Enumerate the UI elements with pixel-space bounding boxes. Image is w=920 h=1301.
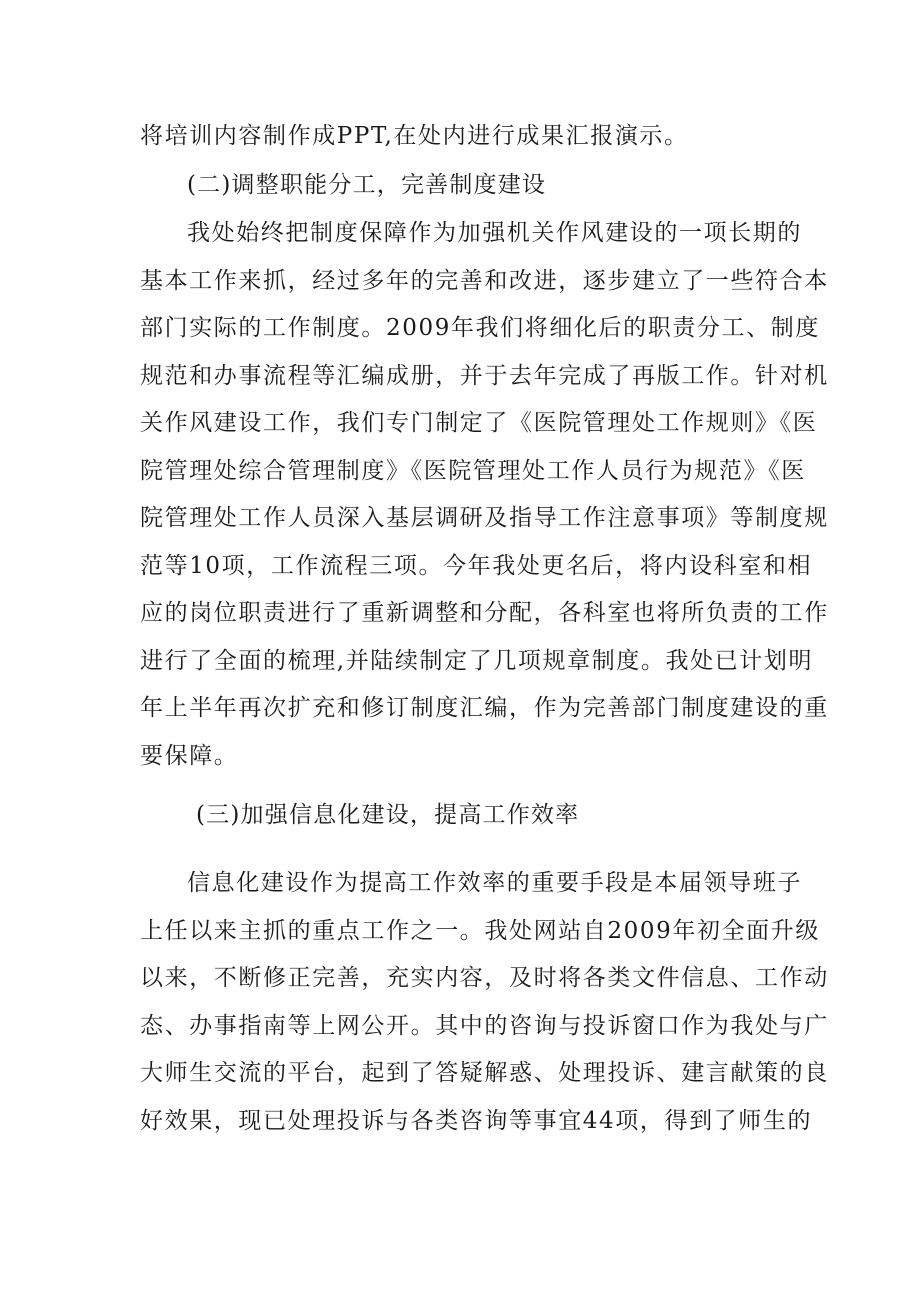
paragraph-line: 上任以来主抓的重点工作之一。我处网站自2009年初全面升级 xyxy=(140,918,820,944)
paragraph-line: 好效果，现已处理投诉与各类咨询等事宜44项，得到了师生的 xyxy=(140,1108,813,1134)
paragraph-line: 范等10项，工作流程三项。今年我处更名后，将内设科室和相 xyxy=(140,553,813,579)
paragraph-line: 规范和办事流程等汇编成册，并于去年完成了再版工作。针对机 xyxy=(140,363,829,389)
paragraph-line: 关作风建设工作，我们专门制定了《医院管理处工作规则》《医 xyxy=(140,410,818,436)
paragraph-line: 部门实际的工作制度。2009年我们将细化后的职责分工、制度 xyxy=(140,315,820,341)
intro-line: 将培训内容制作成PPT,在处内进行成果汇报演示。 xyxy=(140,123,689,149)
paragraph-line: 基本工作来抓，经过多年的完善和改进，逐步建立了一些符合本 xyxy=(140,268,829,294)
paragraph-line: 年上半年再次扩充和修订制度汇编，作为完善部门制度建设的重 xyxy=(140,695,829,721)
paragraph-line: 以来，不断修正完善，充实内容，及时将各类文件信息、工作动 xyxy=(140,965,829,991)
section-heading-3: (三)加强信息化建设，提高工作效率 xyxy=(196,802,580,828)
paragraph-line: 院管理处综合管理制度》《医院管理处工作人员行为规范》《医 xyxy=(140,458,806,484)
paragraph-line: 院管理处工作人员深入基层调研及指导工作注意事项》等制度规 xyxy=(140,505,829,531)
paragraph-line: 要保障。 xyxy=(140,743,239,769)
paragraph-line: 进行了全面的梳理,并陆续制定了几项规章制度。我处已计划明 xyxy=(140,648,814,674)
section-heading-2: (二)调整职能分工，完善制度建设 xyxy=(187,172,547,198)
paragraph-line: 应的岗位职责进行了重新调整和分配，各科室也将所负责的工作 xyxy=(140,600,829,626)
paragraph-line: 我处始终把制度保障作为加强机关作风建设的一项长期的 xyxy=(187,220,802,246)
paragraph-line: 信息化建设作为提高工作效率的重要手段是本届领导班子 xyxy=(187,870,802,896)
paragraph-line: 大师生交流的平台，起到了答疑解惑、处理投诉、建言献策的良 xyxy=(140,1060,829,1086)
paragraph-line: 态、办事指南等上网公开。其中的咨询与投诉窗口作为我处与广 xyxy=(140,1013,829,1039)
